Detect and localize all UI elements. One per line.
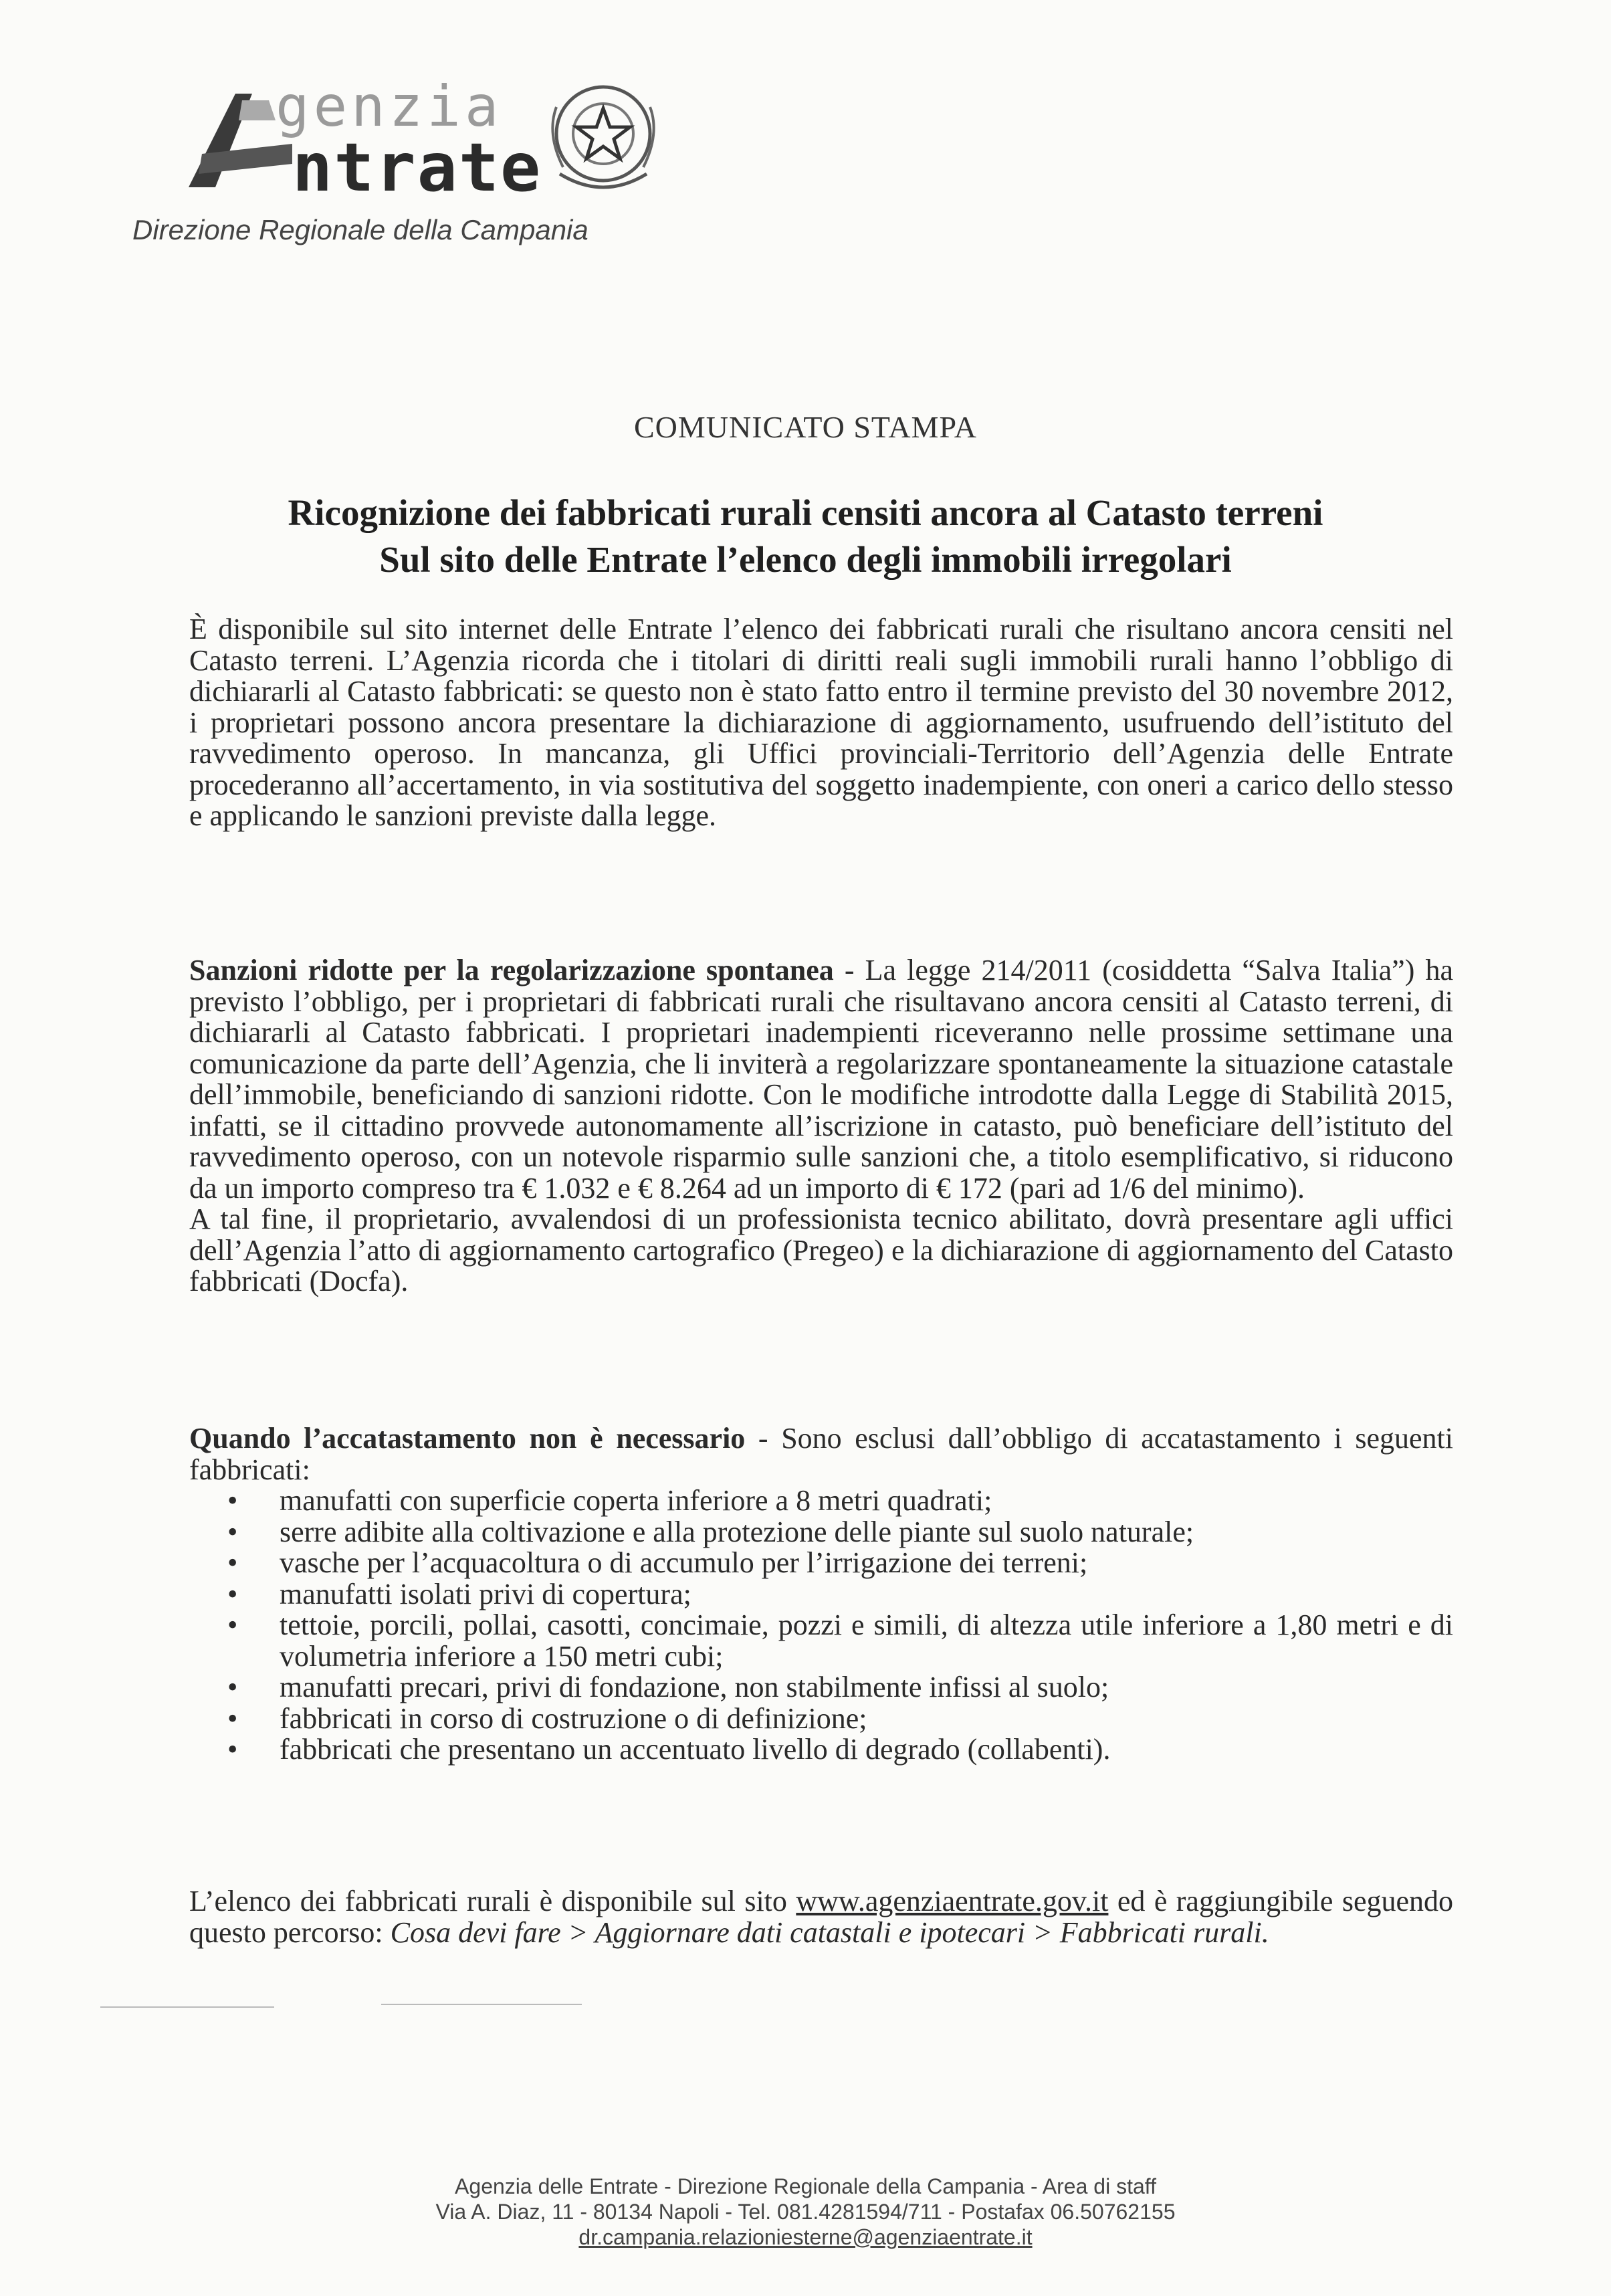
paragraph-intro [189,614,1453,832]
website-link[interactable]: www.agenziaentrate.gov.it [796,1885,1109,1917]
logo-wordmark-top: genzia [276,74,503,139]
bullet-icon: • [227,1515,238,1548]
section-esclusioni-heading: Quando l’accatastamento non è necessario [189,1422,746,1455]
section-sanzioni-heading: Sanzioni ridotte per la regolarizzazione spontanea [189,954,834,986]
footer-line-1: Agenzia delle Entrate - Direzione Regionale della Campania - Area di staff [455,2174,1156,2198]
bullet-icon: • [227,1577,238,1610]
list-item: • fabbricati che presentano un accentuato livello di degrado (collabenti). [227,1733,1111,1766]
section-sanzioni-text [189,955,1453,1204]
exclusion-list [189,1485,1453,1766]
bullet-icon: • [227,1701,238,1735]
section-esclusioni [189,1423,1453,1766]
section-sanzioni [189,955,1453,1297]
closing-text: L’elenco dei fabbricati rurali è disponibile sul sito www.agenziaentrate.gov.it ed è raggiungibile seguendo questo percorso: Cosa devi fare > Aggiornare dati catastali e ipotecari > Fabbricati rurali. [189,1885,1454,1949]
bullet-icon: • [227,1484,238,1517]
list-item: • vasche per l’acquacoltura o di accumulo per l’irrigazione dei terreni; [227,1546,1088,1579]
list-item: • manufatti isolati privi di copertura; [227,1577,691,1610]
scan-artifact-line [100,2006,274,2008]
regional-direction-label: Direzione Regionale della Campania [132,214,588,245]
section-esclusioni-body: - Sono esclusi dall’obbligo di accatastamento i seguenti fabbricati: [189,1422,1454,1486]
list-item: • manufatti con superficie coperta inferiore a 8 metri quadrati; [227,1484,992,1517]
list-item: • fabbricati in corso di costruzione o di definizione; [227,1701,867,1735]
paragraph-intro-text: È disponibile sul sito internet delle Entrate l’elenco dei fabbricati rurali che risultano ancora censiti nel Catasto terreni. L’Agenzia ricorda che i titolari di diritti reali sugli immobili rurali hanno l’obbligo di dichiararli al Catasto fabbricati: se questo non è stato fatto entro il termine previsto del 30 novembre 2012, i proprietari possono ancora presentare la dichiarazione di aggiornamento, usufruendo dell’istituto del ravvedimento operoso. In mancanza, gli Uffici provinciali-Territorio dell’Agenzia delle Entrate procederanno all’accertamento, in via sostitutiva del soggetto inadempiente, con oneri a carico dello stesso e applicando le sanzioni previste dalla legge. [189,613,1453,832]
section-esclusioni-text [189,1423,1453,1485]
agency-logo [175,67,683,207]
list-item: • tettoie, porcili, pollai, casotti, concimaie, pozzi e simili, di altezza utile inferiore a 1,80 metri e di volumetria inferiore a 150 metri cubi; [227,1608,1453,1673]
section-sanzioni-body: - La legge 214/2011 (cosiddetta “Salva Italia”) ha previsto l’obbligo, per i proprietari di fabbricati rurali che risultavano ancora censiti al Catasto terreni, di dichiararli al Catasto fabbricati. I proprietari inadempienti riceveranno nelle prossime settimane una comunicazione da parte dell’Agenzia, che li inviterà a regolarizzare spontaneamente la situazione catastale dell’immobile, beneficiando di sanzioni ridotte. Con le modifiche introdotte dalla Legge di Stabilità 2015, infatti, se il cittadino provvede autonomamente all’iscrizione in catasto, può beneficiare dell’istituto del ravvedimento operoso, con un notevole risparmio sulle sanzioni che, a titolo esemplificativo, si riducono da un importo compreso tra € 1.032 e € 8.264 ad un importo di € 172 (pari ad 1/6 del minimo). [189,954,1453,1205]
italian-republic-emblem-icon [536,67,670,201]
bullet-icon: • [227,1546,238,1579]
document-subtitle: Sul sito delle Entrate l’elenco degli immobili irregolari [379,539,1232,580]
footer-email-link[interactable]: dr.campania.relazioniesterne@agenziaentrate.it [578,2225,1033,2249]
document-type-label: COMUNICATO STAMPA [633,410,978,444]
bullet-icon: • [227,1608,238,1641]
page-footer [0,2174,1611,2250]
document-title: Ricognizione dei fabbricati rurali censiti ancora al Catasto terreni [288,492,1323,533]
navigation-path: Cosa devi fare > Aggiornare dati catastali e ipotecari > Fabbricati rurali. [390,1915,1269,1949]
footer-line-2: Via A. Diaz, 11 - 80134 Napoli - Tel. 081.4281594/711 - Postafax 06.50762155 [435,2200,1176,2224]
bullet-icon: • [227,1733,238,1766]
logo-wordmark-bottom: ntrate [292,128,542,207]
section-sanzioni-text-2: A tal fine, il proprietario, avvalendosi di un professionista tecnico abilitato, dovrà presentare agli uffici dell’Agenzia l’atto di aggiornamento cartografico (Pregeo) e la dichiarazione di aggiornamento del Catasto fabbricati (Docfa). [189,1203,1453,1297]
closing-paragraph [189,1886,1453,1948]
list-item: • manufatti precari, privi di fondazione, non stabilmente infissi al suolo; [227,1671,1109,1703]
list-item: • serre adibite alla coltivazione e alla protezione delle piante sul suolo naturale; [227,1515,1194,1548]
bullet-icon: • [227,1671,238,1703]
scan-artifact-line [381,2004,582,2005]
